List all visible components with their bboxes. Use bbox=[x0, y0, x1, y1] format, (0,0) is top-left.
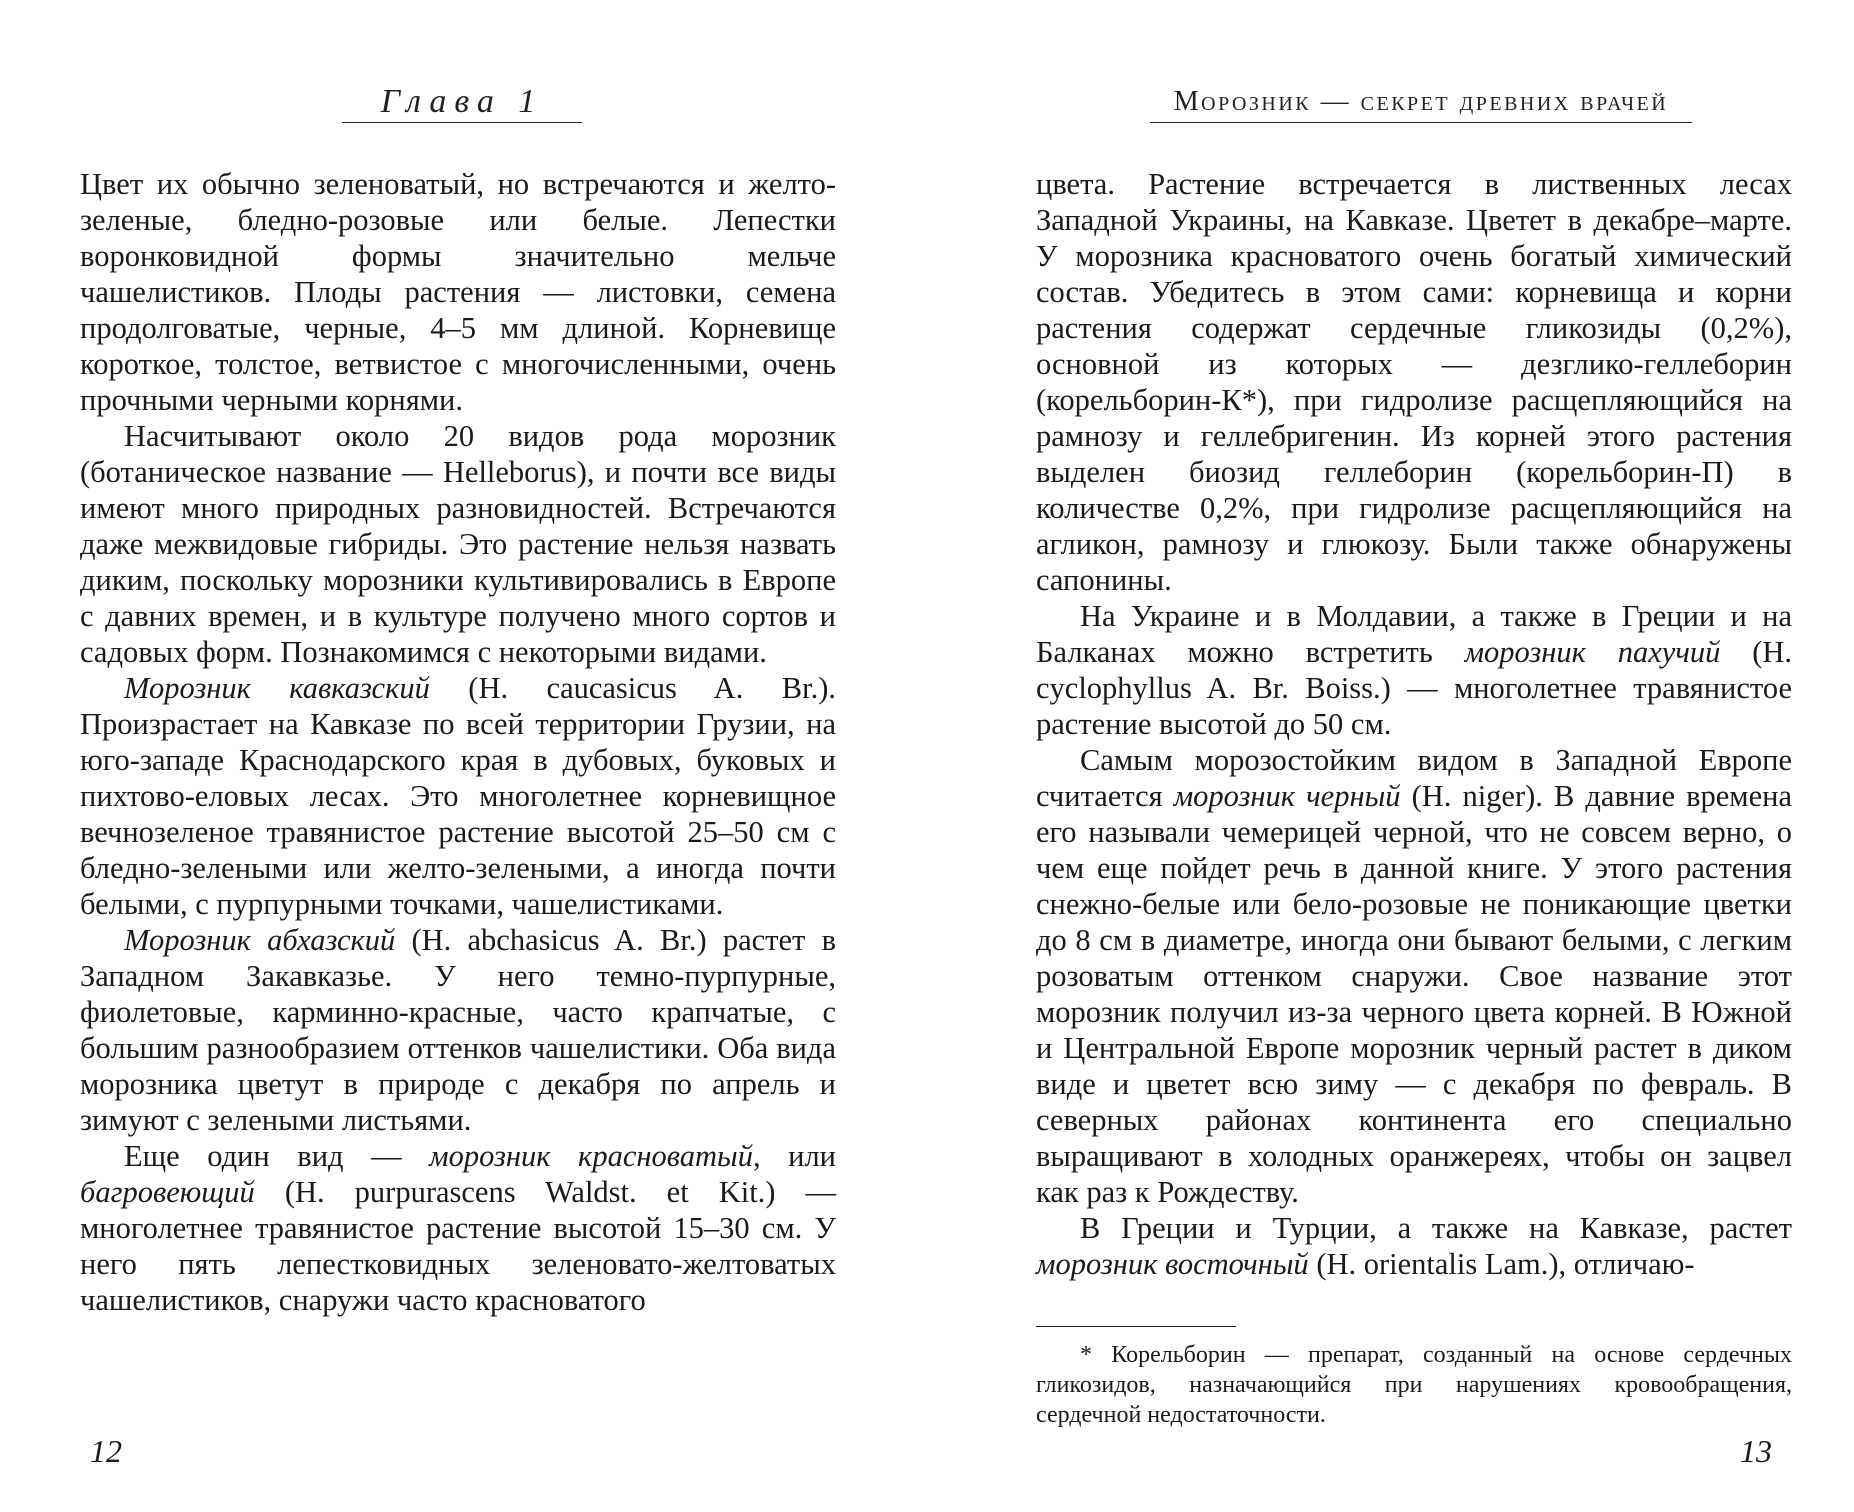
text-run: Насчитывают около 20 видов рода морозник (ботаническое название — Helleborus), и почти все виды имеют много природных разновидностей. Встречаются даже межвидовые гибриды. Это растение нельзя назвать диким, поскольку морозники культивировались в Европе с давних времен, и в культуре получено много сортов и садовых форм. Познакомимся с некоторыми видами. bbox=[80, 419, 836, 669]
species-name: морозник восточный bbox=[1036, 1247, 1309, 1281]
paragraph bbox=[80, 922, 836, 1138]
left-page bbox=[80, 0, 836, 1512]
species-name: багровеющий bbox=[80, 1175, 255, 1209]
paragraph bbox=[1036, 1210, 1792, 1282]
right-page-text bbox=[1036, 166, 1792, 1282]
species-name: Морозник абхазский bbox=[124, 923, 396, 957]
left-page-text bbox=[80, 166, 836, 1318]
running-head-chapter: Глава 1 bbox=[342, 86, 582, 123]
right-page bbox=[1036, 0, 1792, 1512]
paragraph bbox=[1036, 598, 1792, 742]
text-run: В Греции и Турции, а также на Кавказе, растет bbox=[1080, 1211, 1792, 1245]
paragraph bbox=[80, 166, 836, 418]
text-run: (H. caucasicus A. Br.). Произрастает на Кавказе по всей территории Грузии, на юго-западе Краснодарского края в дубовых, буковых и пихтово-еловых лесах. Это многолетнее корневищное вечнозеленое травянистое растение высотой 25–50 см с бледно-зелеными или желто-зелеными, а иногда почти белыми, с пурпурными точками, чашелистиками. bbox=[80, 671, 836, 921]
paragraph bbox=[80, 1138, 836, 1318]
text-run: , или bbox=[752, 1139, 836, 1173]
paragraph bbox=[80, 670, 836, 922]
footnote-text: * Корельборин — препарат, созданный на основе сердечных гликозидов, назначающийся при нарушениях кровообращения, сердечной недостаточности. bbox=[1036, 1342, 1792, 1428]
page-number: 12 bbox=[90, 1433, 122, 1469]
footnote bbox=[1036, 1340, 1792, 1430]
text-run: (H. purpurascens Waldst. et Kit.) — многолетнее травянистое растение высотой 15–30 см. У него пять лепестковидных зеленовато-желтоватых чашелистиков, снаружи часто красноватого bbox=[80, 1175, 836, 1317]
species-name: морозник пахучий bbox=[1464, 635, 1721, 669]
species-name: морозник черный bbox=[1173, 779, 1401, 813]
text-run: На Украине и в Молдавии, а также в Греции и на Балканах можно встретить bbox=[1036, 599, 1792, 669]
text-run: цвета. Растение встречается в лиственных лесах Западной Украины, на Кавказе. Цветет в декабре–марте. У морозника красноватого очень богатый химический состав. Убедитесь в этом сами: корневища и корни растения содержат сердечные гликозиды (0,2%), основной из которых — дезглико-геллеборин (корельборин-К*), при гидролизе расщепляющийся на рамнозу и геллебригенин. Из корней этого растения выделен биозид геллеборин (корельборин-П) в количестве 0,2%, при гидролизе расщепляющийся на агликон, рамнозу и глюкозу. Были также обнаружены сапонины. bbox=[1036, 167, 1792, 597]
text-run: Цвет их обычно зеленоватый, но встречаются и желто-зеленые, бледно-розовые или белые. Лепестки воронковидной формы значительно мельче чашелистиков. Плоды растения — листовки, семена продолговатые, черные, 4–5 мм длиной. Корневище короткое, толстое, ветвистое с многочисленными, очень прочными черными корнями. bbox=[80, 167, 836, 417]
paragraph bbox=[1036, 166, 1792, 598]
species-name: морозник красноватый bbox=[429, 1139, 753, 1173]
footnote-divider bbox=[1036, 1326, 1236, 1327]
paragraph bbox=[80, 418, 836, 670]
running-head-title: Морозник — секрет древних врачей bbox=[1150, 86, 1692, 123]
text-run: (H. orientalis Lam.), отличаю- bbox=[1308, 1247, 1695, 1281]
text-run: (H. cyclophyllus A. Br. Boiss.) — многолетнее травянистое растение высотой до 50 см. bbox=[1036, 635, 1793, 741]
text-run: (H. niger). В давние времена его называли чемерицей черной, что не совсем верно, о чем еще пойдет речь в данной книге. У этого растения снежно-белые или бело-розовые не поникающие цветки до 8 см в диаметре, иногда они бывают белыми, с легким розоватым оттенком снаружи. Свое название этот морозник получил из-за черного цвета корней. В Южной и Центральной Европе морозник черный растет в диком виде и цветет всю зиму — с декабря по февраль. В северных районах континента его специально выращивают в холодных оранжереях, чтобы он зацвел как раз к Рождеству. bbox=[1036, 779, 1792, 1209]
page-number: 13 bbox=[1740, 1433, 1772, 1469]
paragraph bbox=[1036, 742, 1792, 1210]
text-run: Самым морозостойким видом в Западной Европе считается bbox=[1036, 743, 1792, 813]
text-run: Еще один вид — bbox=[124, 1139, 430, 1173]
species-name: Морозник кавказский bbox=[124, 671, 430, 705]
text-run: (H. abchasicus A. Br.) растет в Западном Закавказье. У него темно-пурпурные, фиолетовые, карминно-красные, часто крапчатые, с большим разнообразием оттенков чашелистики. Оба вида морозника цветут в природе с декабря по апрель и зимуют с зелеными листьями. bbox=[80, 923, 836, 1137]
